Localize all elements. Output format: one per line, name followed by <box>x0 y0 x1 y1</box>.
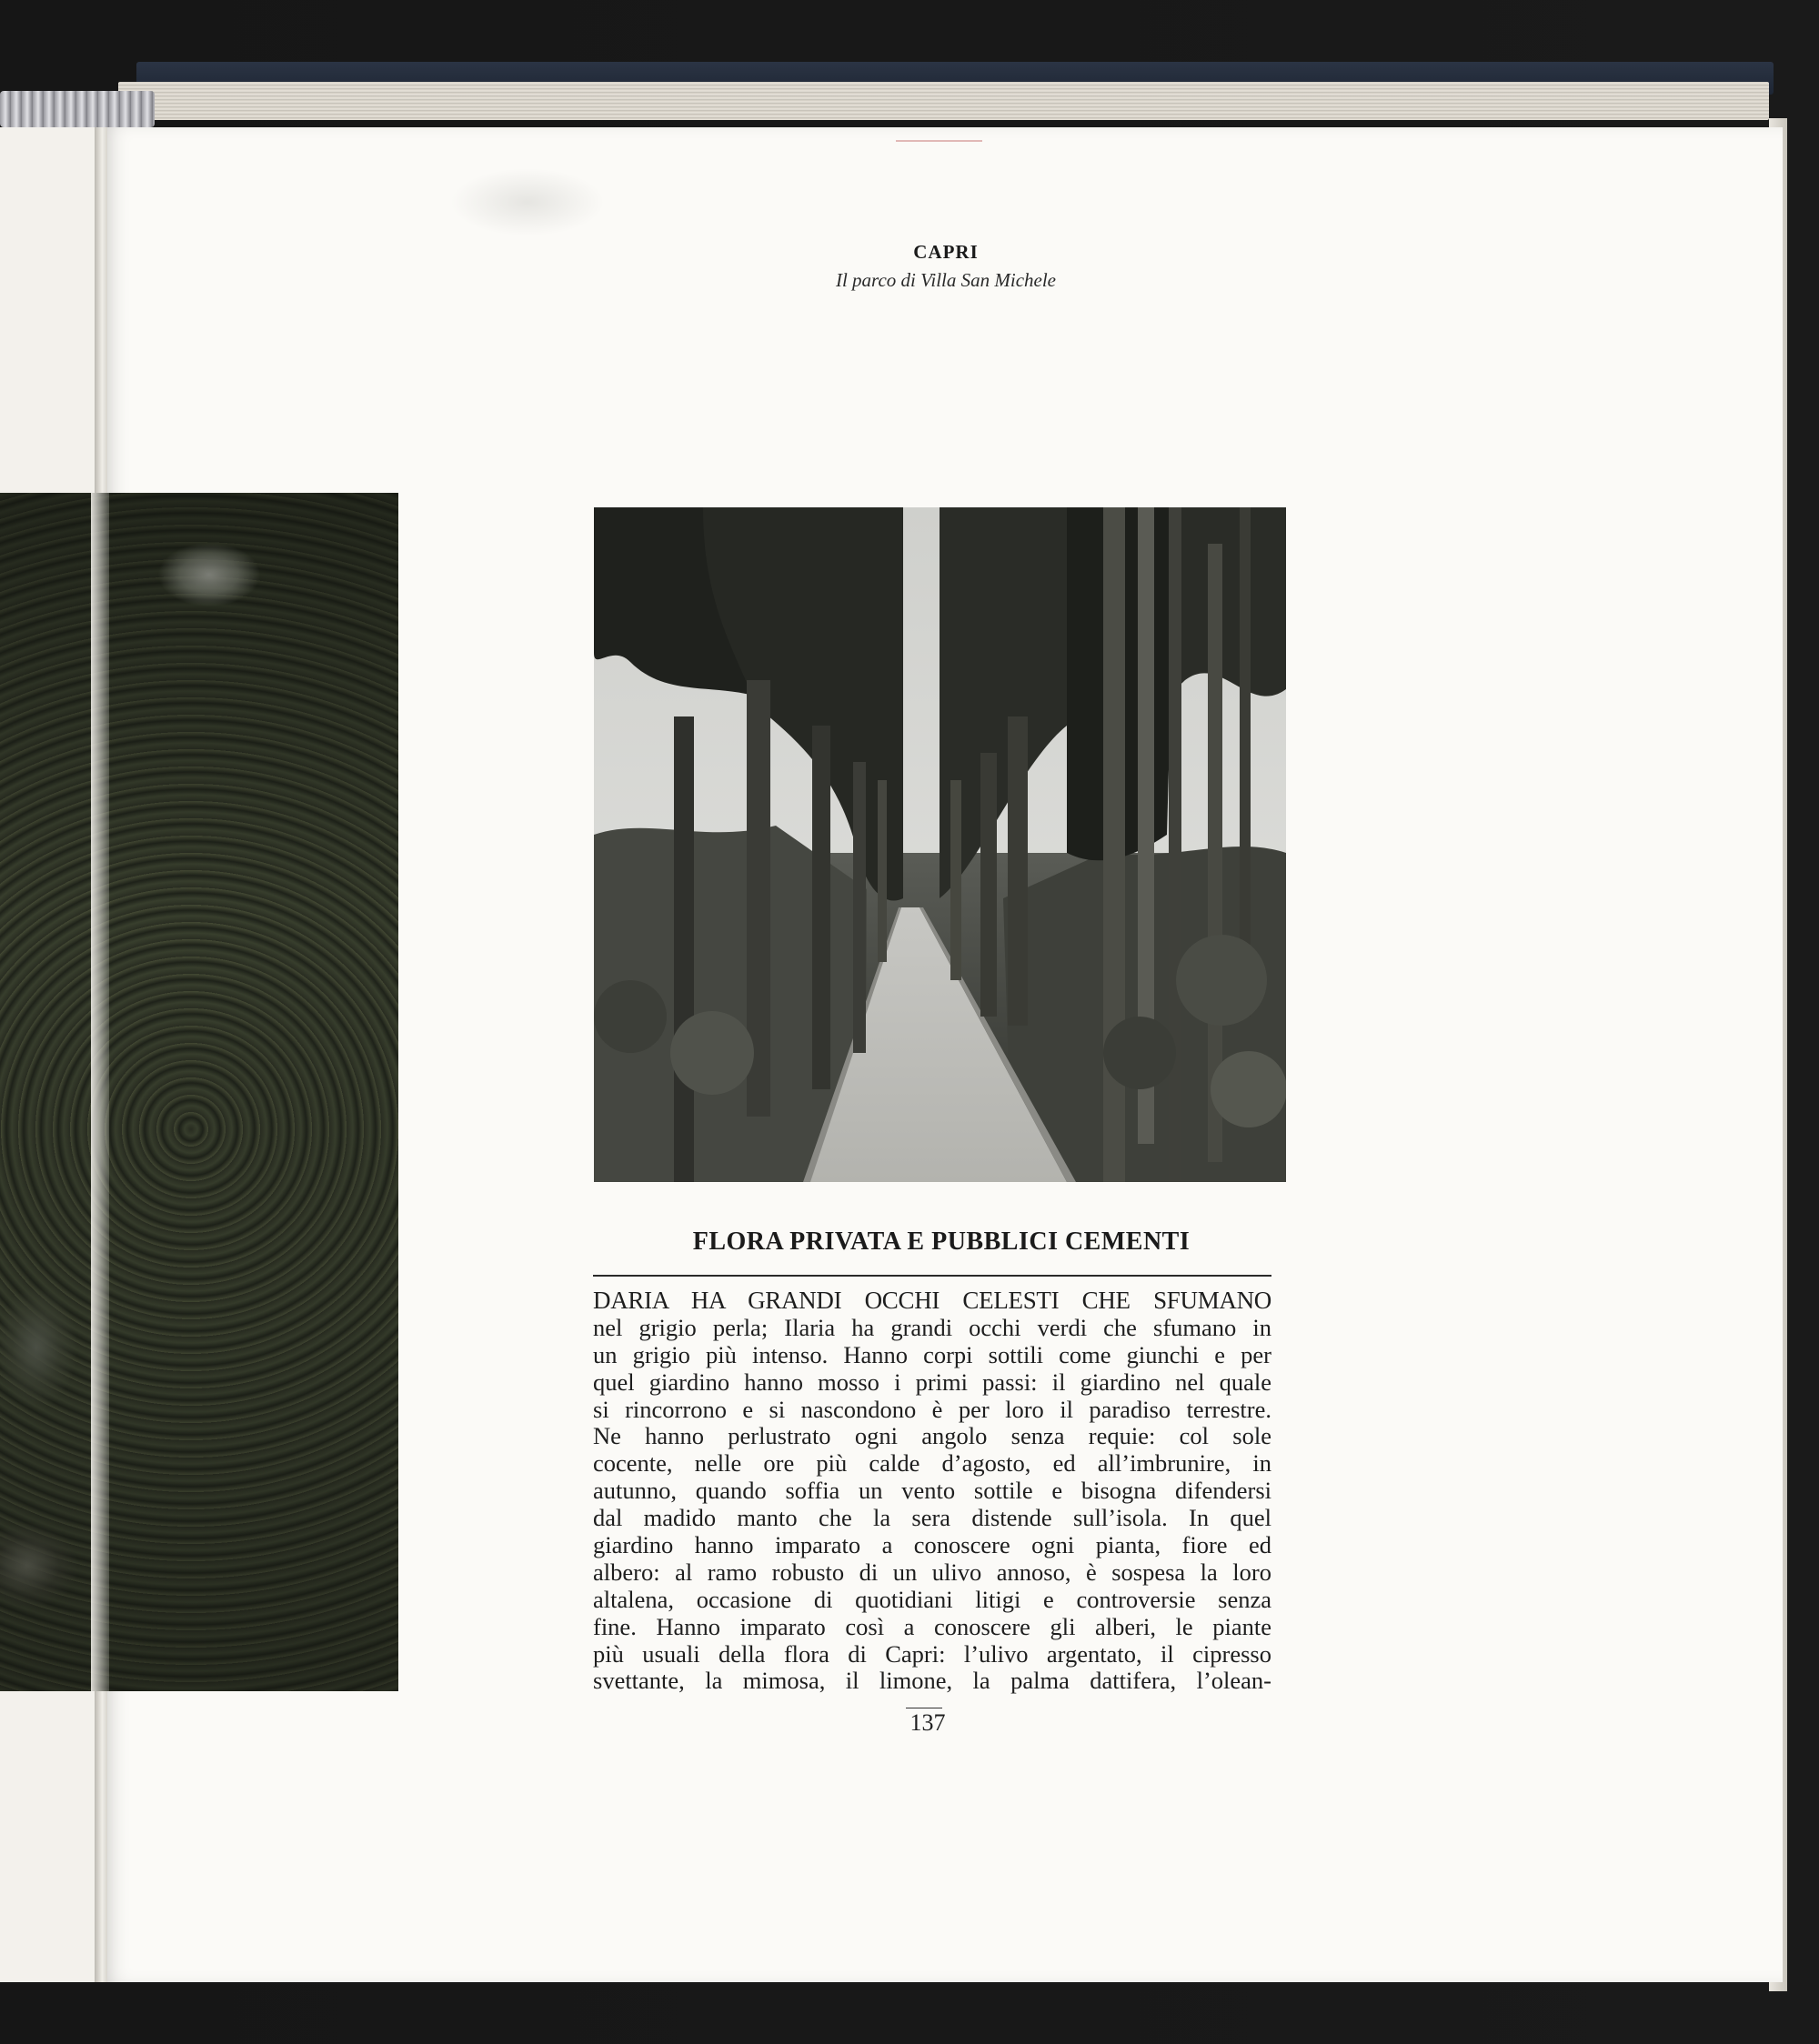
body-line: autunno, quando soffia un vento sottile e bisogna difendersi <box>593 1477 1271 1505</box>
body-line: più usuali della flora di Capri: l’ulivo argentato, il cipresso <box>593 1639 1271 1668</box>
body-line: fine. Hanno imparato così a conoscere gli alberi, le piante <box>593 1612 1271 1640</box>
header-title: CAPRI <box>913 241 979 263</box>
body-line: Ne hanno perlustrato ogni angolo senza requie: col sole <box>593 1422 1271 1450</box>
body-line: un grigio più intenso. Hanno corpi sottili come giunchi e per <box>593 1340 1271 1368</box>
body-line: si rincorrono e si nascondono è per loro il paradiso terrestre. <box>593 1395 1271 1423</box>
ivy-foliage-photo <box>0 493 398 1691</box>
top-edge-mark <box>896 129 982 142</box>
page-number: 137 <box>910 1709 946 1736</box>
body-line: svettante, la mimosa, il limone, la palma dattifera, l’olean- <box>593 1667 1271 1695</box>
body-line: albero: al ramo robusto di un ulivo annoso, è sospesa la loro <box>593 1558 1271 1586</box>
header-subtitle: Il parco di Villa San Michele <box>835 269 1057 291</box>
article-heading: FLORA PRIVATA E PUBBLICI CEMENTI <box>692 1227 1191 1256</box>
cypress-avenue-photo <box>594 507 1286 1182</box>
page-block-edges <box>118 82 1769 120</box>
body-line: cocente, nelle ore più calde d’agosto, ed all’imbrunire, in <box>593 1449 1271 1478</box>
running-header <box>691 241 1201 292</box>
body-line: DARIA HA GRANDI OCCHI CELESTI CHE SFUMANO <box>593 1287 1271 1314</box>
body-line: dal madido manto che la sera distende sull’isola. In quel <box>593 1504 1271 1532</box>
body-line: giardino hanno imparato a conoscere ogni pianta, fiore ed <box>593 1531 1271 1559</box>
body-line: quel giardino hanno mosso i primi passi: il giardino nel quale <box>593 1368 1271 1396</box>
photo-gutter-shade <box>91 493 109 1691</box>
spine-binding <box>0 91 155 127</box>
body-line: nel grigio perla; Ilaria ha grandi occhi verdi che sfumano in <box>593 1313 1271 1341</box>
heading-rule <box>593 1275 1271 1277</box>
article-body <box>593 1288 1271 1695</box>
paper-smudge <box>450 168 605 236</box>
body-line: altalena, occasione di quotidiani litigi e controversie senza <box>593 1585 1271 1613</box>
